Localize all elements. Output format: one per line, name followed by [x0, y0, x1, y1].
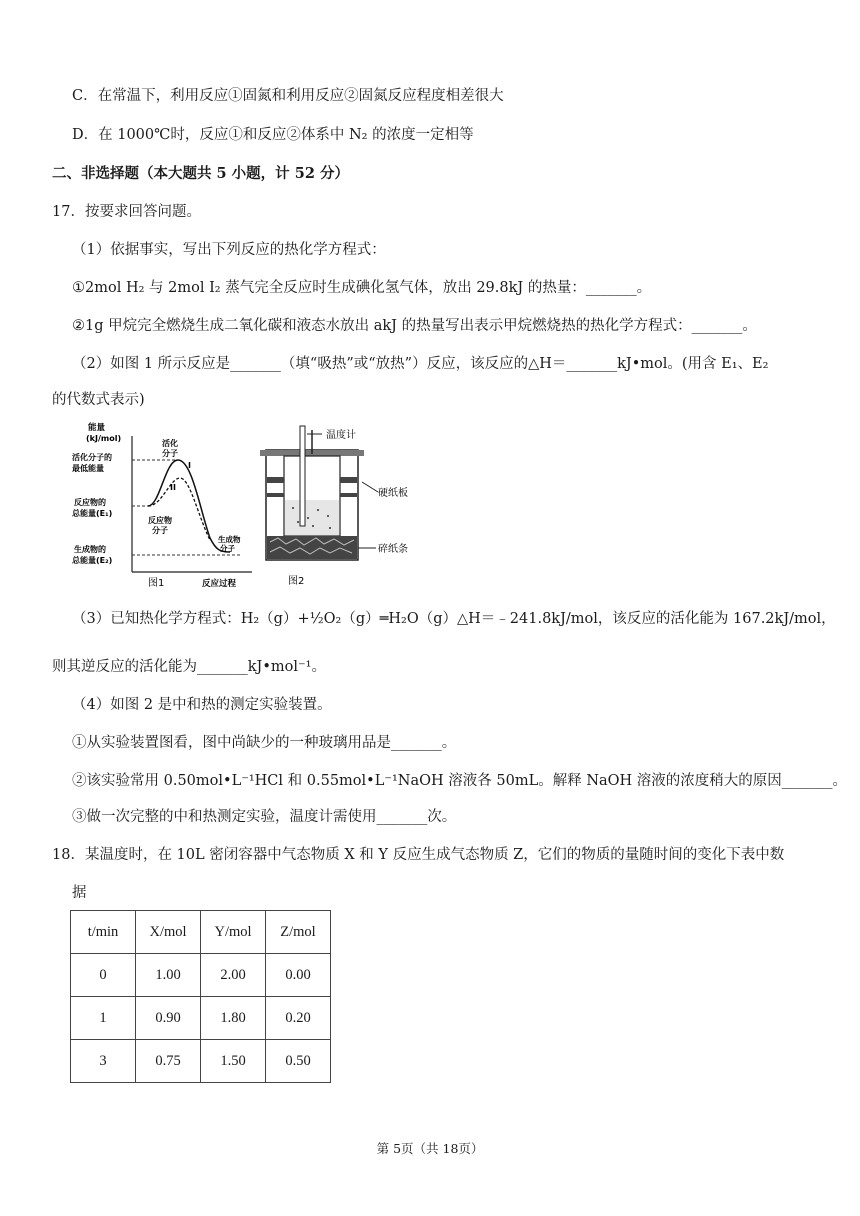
table-header-cell: X/mol [136, 911, 201, 954]
table-header-row [71, 911, 331, 954]
svg-text:总能量(E₂): 总能量(E₂) [72, 556, 113, 565]
question-17-part-2-cont: 的代数式表示) [52, 392, 145, 408]
table-cell: 0.90 [136, 997, 201, 1040]
table-row [71, 997, 331, 1040]
question-17-part-4b: ②该实验常用 0.50mol•L⁻¹HCl 和 0.55mol•L⁻¹NaOH 溶液各 50mL。解释 NaOH 溶液的浓度稍大的原因_______。 [72, 773, 848, 789]
section-heading: 二、非选择题（本大题共 5 小题，计 52 分） [52, 165, 349, 182]
table-header-cell: t/min [71, 911, 136, 954]
question-17-part-3: （3）已知热化学方程式：H₂（g）+½O₂（g）═H₂O（g）△H＝﹣241.8kJ/mol，该反应的活化能为 167.2kJ/mol， [72, 611, 836, 627]
question-17-part-4: （4）如图 2 是中和热的测定实验装置。 [72, 697, 332, 713]
table-cell: 0.00 [266, 954, 331, 997]
question-18-title: 18．某温度时，在 10L 密闭容器中气态物质 X 和 Y 反应生成气态物质 Z，它们的物质的量随时间的变化下表中数 [52, 847, 785, 863]
svg-text:反应物: 反应物 [148, 516, 172, 525]
table-row [71, 954, 331, 997]
calorimeter-figure [258, 420, 428, 590]
table-cell: 0.20 [266, 997, 331, 1040]
svg-text:II: II [170, 483, 176, 492]
svg-text:活化: 活化 [162, 439, 178, 448]
svg-text:最低能量: 最低能量 [72, 464, 104, 473]
table-cell: 1.50 [201, 1040, 266, 1083]
svg-text:反应物的: 反应物的 [74, 498, 106, 507]
cardboard-label: 硬纸板 [378, 488, 408, 499]
table-cell: 1.80 [201, 997, 266, 1040]
question-17-title: 17．按要求回答问题。 [52, 204, 201, 220]
figure1-x-label: 反应过程 [202, 579, 237, 589]
table-cell: 0 [71, 954, 136, 997]
figure2-caption: 图2 [288, 576, 305, 587]
thermometer-shape [300, 426, 305, 526]
svg-text:分子: 分子 [152, 526, 168, 535]
energy-diagram-figure [70, 420, 260, 590]
data-table [70, 910, 331, 1083]
table-row [71, 1040, 331, 1083]
table-cell: 0.50 [266, 1040, 331, 1083]
solution [285, 500, 339, 535]
table-cell: 1.00 [136, 954, 201, 997]
thermometer-label: 温度计 [326, 430, 356, 441]
table-cell: 2.00 [201, 954, 266, 997]
table-cell: 0.75 [136, 1040, 201, 1083]
option-c: C．在常温下，利用反应①固氮和利用反应②固氮反应程度相差很大 [72, 88, 504, 104]
page-footer: 第 5页（共 18页） [376, 1141, 484, 1156]
svg-text:分子: 分子 [220, 544, 235, 553]
table-header-cell: Z/mol [266, 911, 331, 954]
table-cell: 3 [71, 1040, 136, 1083]
option-d: D．在 1000℃时，反应①和反应②体系中 N₂ 的浓度一定相等 [72, 127, 474, 143]
paper-strips-label: 碎纸条 [378, 544, 408, 555]
question-18-cont: 据 [72, 885, 87, 901]
table-header-cell: Y/mol [201, 911, 266, 954]
svg-text:生成物的: 生成物的 [74, 545, 106, 554]
question-17-part-1b: ②1g 甲烷完全燃烧生成二氧化碳和液态水放出 akJ 的热量写出表示甲烷燃烧热的热化学方程式：_______。 [72, 318, 757, 334]
y-axis-label: 能量 [88, 423, 106, 433]
question-17-part-2: （2）如图 1 所示反应是_______（填“吸热”或“放热”）反应，该反应的△H＝_______kJ•mol。(用含 E₁、E₂ [72, 356, 769, 372]
y-axis-unit: (kJ/mol) [86, 434, 122, 443]
question-17-part-4a: ①从实验装置图看，图中尚缺少的一种玻璃用品是_______。 [72, 735, 457, 751]
svg-text:I: I [188, 461, 191, 470]
svg-text:总能量(E₁): 总能量(E₁) [72, 509, 113, 518]
svg-text:生成物: 生成物 [218, 535, 241, 544]
question-17-part-4c: ③做一次完整的中和热测定实验，温度计需使用_______次。 [72, 809, 457, 825]
question-17-part-3-cont: 则其逆反应的活化能为_______kJ•mol⁻¹。 [52, 659, 326, 675]
figure1-caption: 图1 [148, 578, 165, 589]
table-cell: 1 [71, 997, 136, 1040]
svg-text:活化分子的: 活化分子的 [72, 453, 112, 462]
svg-text:分子: 分子 [162, 449, 178, 458]
question-17-part-1a: ①2mol H₂ 与 2mol I₂ 蒸气完全反应时生成碘化氢气体，放出 29.8kJ 的热量：_______。 [72, 280, 652, 296]
question-17-part-1: （1）依据事实，写出下列反应的热化学方程式： [72, 242, 386, 258]
